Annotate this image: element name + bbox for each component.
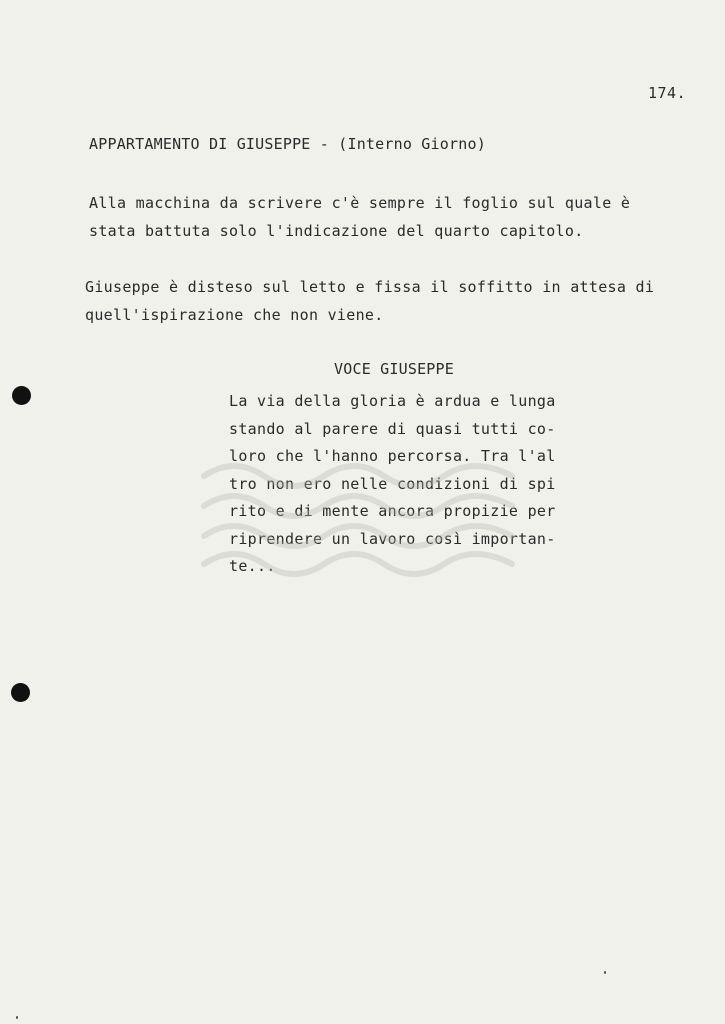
action-paragraph-1: [89, 189, 630, 245]
paper-speck: [604, 971, 606, 974]
dialogue-line: te...: [229, 557, 276, 575]
dialogue-line: riprendere un lavoro così importan-: [229, 529, 556, 548]
dialogue-line: stando al parere di quasi tutti co-: [229, 419, 556, 438]
dialogue-block: [229, 388, 556, 581]
action-paragraph-2: [85, 273, 654, 329]
dialogue-line: rito e di mente ancora propizie per: [229, 502, 556, 520]
paragraph-line: stata battuta solo l'indicazione del quarto capitolo.: [89, 222, 584, 240]
dialogue-line: loro che l'hanno percorsa. Tra l'al: [229, 447, 556, 465]
scene-heading: APPARTAMENTO DI GIUSEPPE - (Interno Giorno): [89, 135, 486, 153]
paragraph-line: quell'ispirazione che non viene.: [85, 306, 384, 324]
speaker-name: VOCE GIUSEPPE: [334, 360, 454, 378]
punch-hole-bottom: [11, 683, 30, 702]
paragraph-line: Giuseppe è disteso sul letto e fissa il soffitto in attesa di: [85, 278, 655, 296]
page-number: 174.: [648, 84, 687, 102]
paper-speck: [16, 1016, 18, 1019]
dialogue-line: tro non ero nelle condizioni di spi: [229, 474, 556, 493]
punch-hole-top: [12, 386, 31, 405]
dialogue-line: La via della gloria è ardua e lunga: [229, 392, 556, 410]
paragraph-line: Alla macchina da scrivere c'è sempre il foglio sul quale è: [89, 194, 631, 212]
